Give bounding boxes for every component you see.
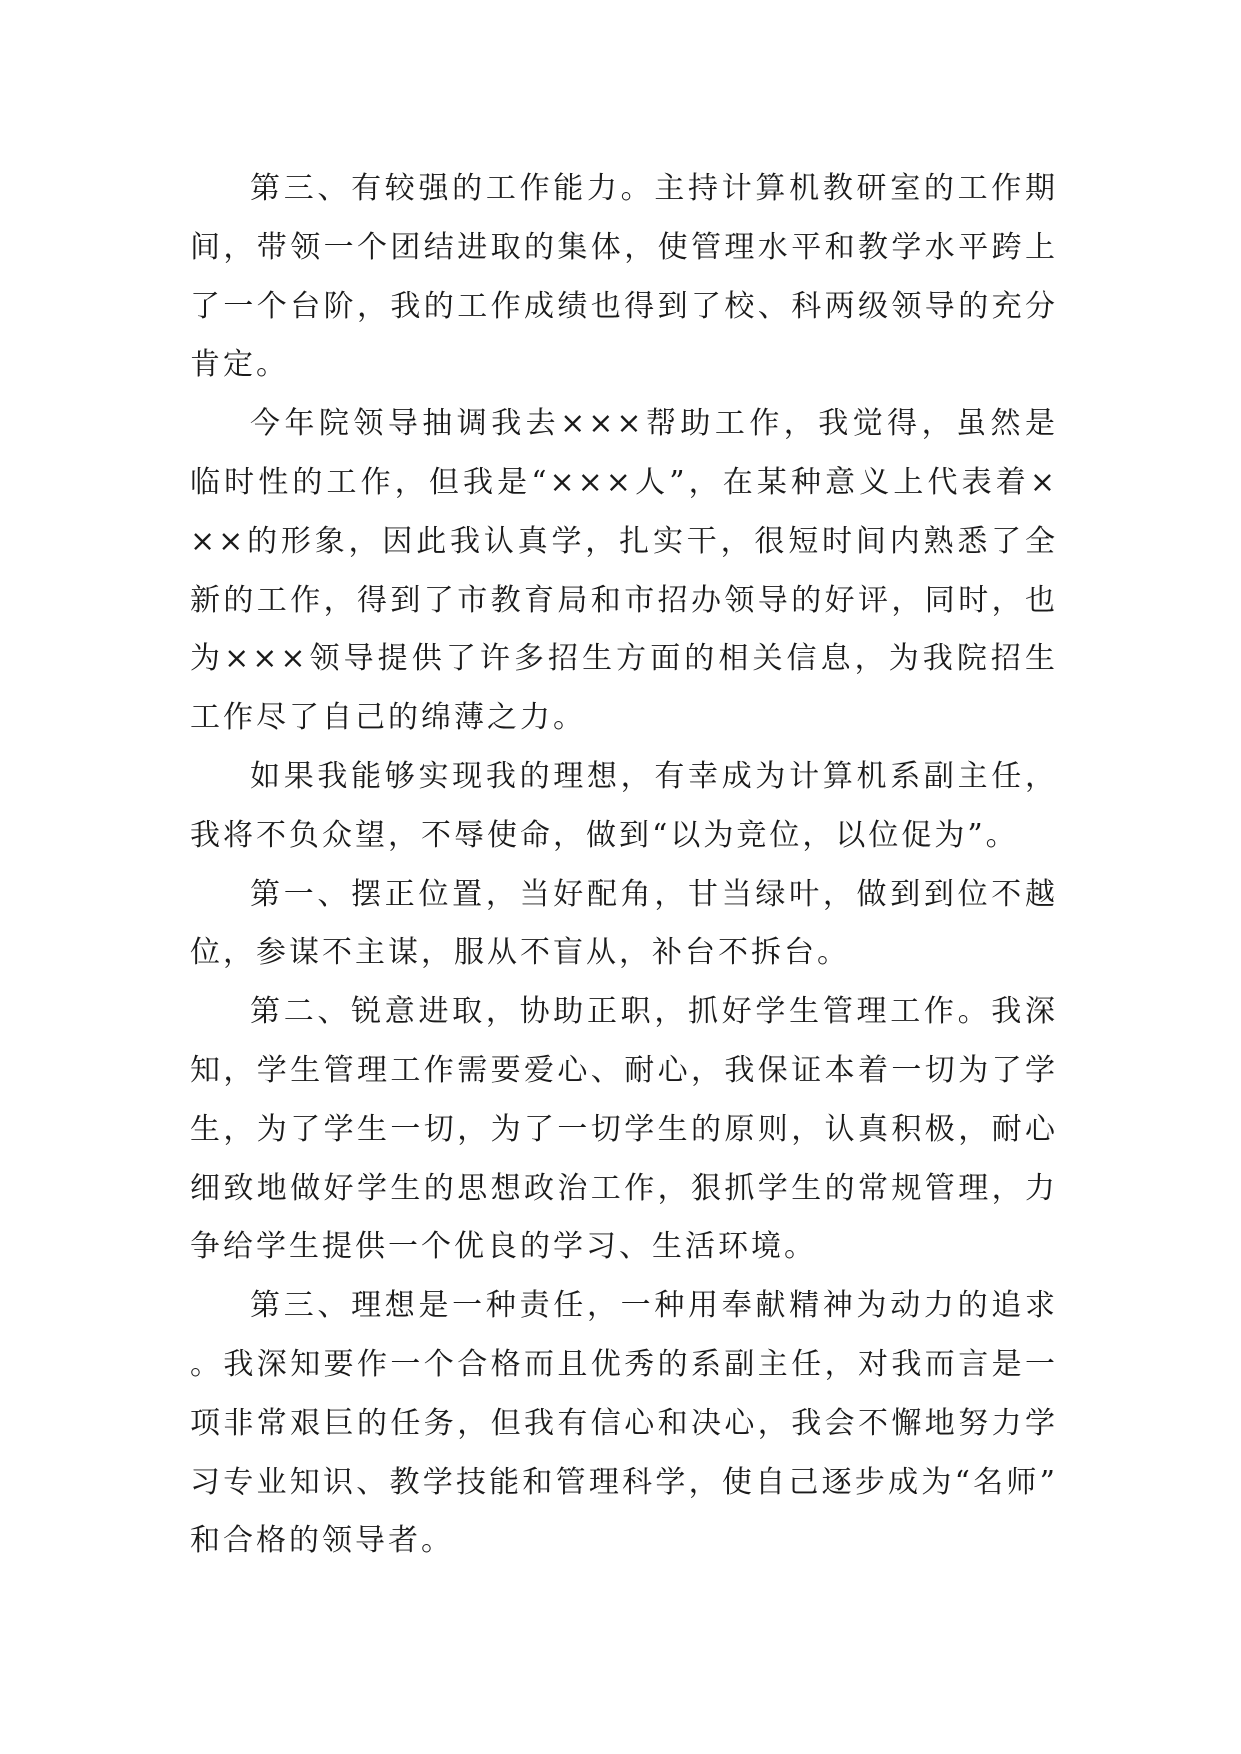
paragraph-point-two: 第二、锐意进取，协助正职，抓好学生管理工作。我深知，学生管理工作需要爱心、耐心，我保证本着一切为了学生，为了学生一切，为了一切学生的原则，认真积极，耐心细致地做好学生的思想政治工作，狠抓学生的常规管理，力争给学生提供一个优良的学习、生活环境。 bbox=[190, 994, 1058, 1265]
paragraph-point-one: 第一、摆正位置，当好配角，甘当绿叶，做到到位不越位，参谋不主谋，服从不盲从，补台不拆台。 bbox=[190, 876, 1058, 971]
paragraph-commitment: 如果我能够实现我的理想，有幸成为计算机系副主任，我将不负众望，不辱使命，做到“以为竞位，以位促为”。 bbox=[190, 758, 1058, 853]
paragraph-secondment: 今年院领导抽调我去×××帮助工作，我觉得，虽然是临时性的工作，但我是“×××人”，在某种意义上代表着×××的形象，因此我认真学，扎实干，很短时间内熟悉了全新的工作，得到了市教育局和市招办领导的好评，同时，也为×××领导提供了许多招生方面的相关信息，为我院招生工作尽了自己的绵薄之力。 bbox=[190, 406, 1058, 736]
paragraph-point-three: 第三、理想是一种责任，一种用奉献精神为动力的追求。我深知要作一个合格而且优秀的系副主任，对我而言是一项非常艰巨的任务，但我有信心和决心，我会不懈地努力学习专业知识、教学技能和管理科学，使自己逐步成为“名师”和合格的领导者。 bbox=[190, 1288, 1058, 1559]
document-body bbox=[190, 160, 1058, 1571]
paragraph-work-ability: 第三、有较强的工作能力。主持计算机教研室的工作期间，带领一个团结进取的集体，使管理水平和教学水平跨上了一个台阶，我的工作成绩也得到了校、科两级领导的充分肯定。 bbox=[190, 171, 1058, 383]
